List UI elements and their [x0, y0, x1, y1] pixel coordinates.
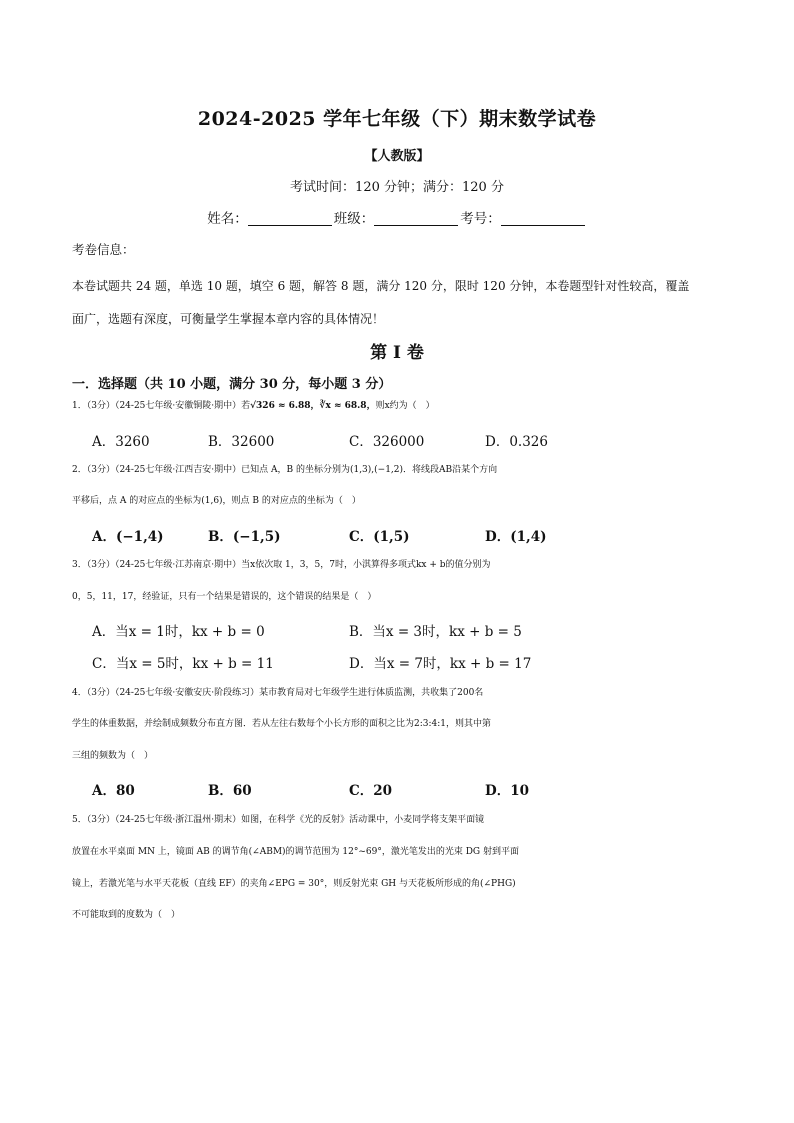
- part-title: 一．选择题（共 10 小题，满分 30 分，每小题 3 分）: [72, 377, 392, 392]
- q1-option-a[interactable]: A．3260: [92, 434, 150, 450]
- q1-option-c[interactable]: C．326000: [349, 434, 425, 450]
- question-5-line-4: 不可能取到的度数为（ ）: [72, 910, 181, 920]
- info-label: 考卷信息：: [72, 242, 135, 257]
- q2-option-d[interactable]: D．(1,4): [485, 529, 547, 545]
- q2-option-a[interactable]: A．(−1,4): [92, 529, 164, 545]
- edition-label: 【人教版】: [364, 149, 430, 164]
- class-blank[interactable]: [374, 211, 458, 226]
- q4-option-b[interactable]: B．60: [208, 783, 252, 799]
- q4-option-a[interactable]: A．80: [92, 783, 135, 799]
- question-4-line-2: 学生的体重数据，并绘制成频数分布直方图．若从左往右数每个小长方形的面积之比为2:3:4:1，则其中第: [72, 719, 492, 729]
- name-label: 姓名：: [207, 211, 248, 227]
- info-line-2: 面广，选题有深度，可衡量学生掌握本章内容的具体情况！: [72, 312, 385, 326]
- q4-option-c[interactable]: C．20: [349, 783, 393, 799]
- q1-option-b[interactable]: B．32600: [208, 434, 275, 450]
- q2-option-b[interactable]: B．(−1,5): [208, 529, 281, 545]
- question-4-line-3: 三组的频数为（ ）: [72, 751, 154, 761]
- q1-option-d[interactable]: D．0.326: [485, 434, 548, 450]
- q3-option-a[interactable]: A．当x = 1时，kx + b = 0: [92, 624, 265, 640]
- question-5-line-3: 镜上，若激光笔与水平天花板（直线 EF）的夹角∠EPG = 30°，则反射光束 GH 与天花板所形成的角(∠PHG): [72, 879, 516, 889]
- q3-option-c[interactable]: C．当x = 5时，kx + b = 11: [92, 656, 274, 672]
- id-label: 考号：: [460, 211, 501, 227]
- question-5-line-2: 放置在水平桌面 MN 上，镜面 AB 的调节角(∠ABM)的调节范围为 12°~69°，激光笔发出的光束 DG 射到平面: [72, 847, 519, 857]
- exam-title: 2024-2025 学年七年级（下）期末数学试卷: [197, 108, 597, 130]
- q3-option-d[interactable]: D．当x = 7时，kx + b = 17: [349, 656, 532, 672]
- section-title: 第 I 卷: [370, 343, 424, 363]
- question-2-line-2: 平移后，点 A 的对应点的坐标为(1,6)，则点 B 的对应点的坐标为（ ）: [72, 496, 361, 506]
- q3-option-b[interactable]: B．当x = 3时，kx + b = 5: [349, 624, 522, 640]
- question-5-line-1: 5．（3分）（24-25七年级·浙江温州·期末）如图，在科学《光的反射》活动课中，小麦同学将支架平面镜: [72, 815, 485, 825]
- info-line-1: 本卷试题共 24 题，单选 10 题，填空 6 题，解答 8 题，满分 120 分，限时 120 分钟，本卷题型针对性较高，覆盖: [72, 279, 690, 293]
- exam-time-info: 考试时间：120 分钟；满分：120 分: [290, 180, 504, 195]
- q1-prefix: 1．（3分）（24-25七年级·安徽铜陵·期中）若: [72, 401, 251, 411]
- info-text: [72, 270, 722, 336]
- name-blank[interactable]: [248, 211, 332, 226]
- question-3-line-1: 3．（3分）（24-25七年级·江苏南京·期中）当x依次取 1，3，5，7时，小淇算得多项式kx + b的值分别为: [72, 560, 491, 570]
- q4-option-d[interactable]: D．10: [485, 783, 529, 799]
- class-label: 班级：: [333, 211, 375, 227]
- id-blank[interactable]: [501, 211, 585, 226]
- question-1-stem: [72, 398, 732, 411]
- question-2-line-1: 2．（3分）（24-25七年级·江西吉安·期中）已知点 A，B 的坐标分别为(1,3),(−1,2)．将线段AB沿某个方向: [72, 465, 498, 475]
- q1-expression: √326 ≈ 6.88，∛x ≈ 68.8，: [250, 401, 376, 411]
- q2-option-c[interactable]: C．(1,5): [349, 529, 410, 545]
- question-4-line-1: 4．（3分）（24-25七年级·安徽安庆·阶段练习）某市教育局对七年级学生进行体质监测，共收集了200名: [72, 688, 484, 698]
- student-info-fields: [0, 207, 794, 227]
- q1-suffix: 则x约为（ ）: [375, 401, 435, 411]
- question-3-line-2: 0，5，11，17，经验证，只有一个结果是错误的，这个错误的结果是（ ）: [72, 592, 377, 602]
